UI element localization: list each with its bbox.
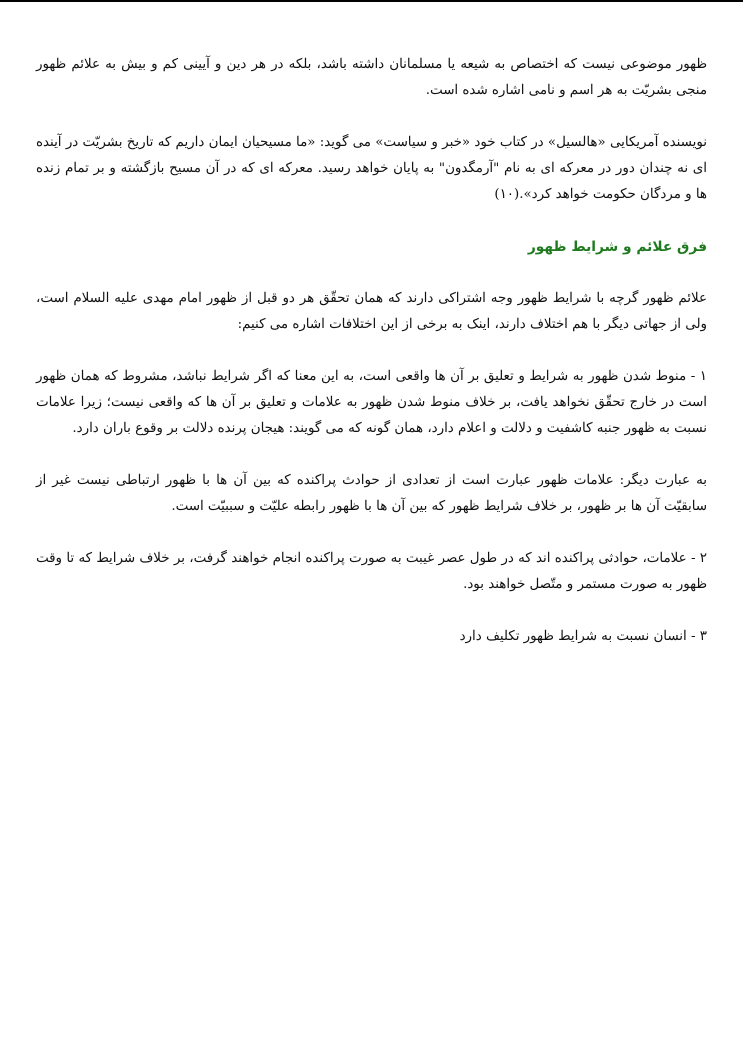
paragraph-2: نویسنده آمریکایی «هالسیل» در کتاب خود «خبر و سیاست» می گوید: «ما مسیحیان ایمان داریم که تاریخ بشریّت در آینده ای نه چندان دور در معرکه ای به نام "آرمگدون" به پایان خواهد رسید. معرکه ای که در آن مسیح بازگشته و بر تمام زنده ها و مردگان حکومت خواهد کرد».(۱۰) xyxy=(36,135,707,202)
paragraph-7: ۳ - انسان نسبت به شرایط ظهور تکلیف دارد xyxy=(459,629,707,644)
document-page xyxy=(36,52,707,676)
section-heading: فرق علائم و شرایط ظهور xyxy=(527,239,707,255)
top-border-line xyxy=(0,0,743,2)
paragraph-4: ۱ - منوط شدن ظهور به شرایط و تعلیق بر آن ها واقعی است، به این معنا که اگر شرایط نباشد، مشروط که همان ظهور است در خارج تحقّق نخواهد یافت، بر خلاف منوط شدن ظهور به علامات و تعلیق بر آن ها که واقعی نیست؛ زیرا علامات نسبت به ظهور جنبه کاشفیت و دلالت و اعلام دارد، همان گونه که می گویند: هیجان پرنده دلالت بر وقوع باران دارد. xyxy=(36,369,707,436)
paragraph-6: ۲ - علامات، حوادثی پراکنده اند که در طول عصر غیبت به صورت پراکنده انجام خواهند گرفت، بر خلاف شرایط که تا وقت ظهور به صورت مستمر و متّصل خواهند بود. xyxy=(36,551,707,592)
paragraph-1: ظهور موضوعی نیست که اختصاص به شیعه یا مسلمانان داشته باشد، بلکه در هر دین و آیینی کم و بیش به علائم ظهور منجی بشریّت به هر اسم و نامی اشاره شده است. xyxy=(36,57,707,98)
paragraph-3: علائم ظهور گرچه با شرایط ظهور وجه اشتراکی دارند که همان تحقّق هر دو قبل از ظهور امام مهدی علیه السلام است، ولی از جهاتی دیگر با هم اختلاف دارند، اینک به برخی از این اختلافات اشاره می کنیم: xyxy=(36,291,707,332)
paragraph-5: به عبارت دیگر: علامات ظهور عبارت است از تعدادی از حوادث پراکنده که بین آن ها با ظهور ارتباطی نیست غیر از سابقیّت آن ها بر ظهور، بر خلاف شرایط ظهور که بین آن ها با ظهور رابطه علیّت و سببیّت است. xyxy=(36,473,707,514)
